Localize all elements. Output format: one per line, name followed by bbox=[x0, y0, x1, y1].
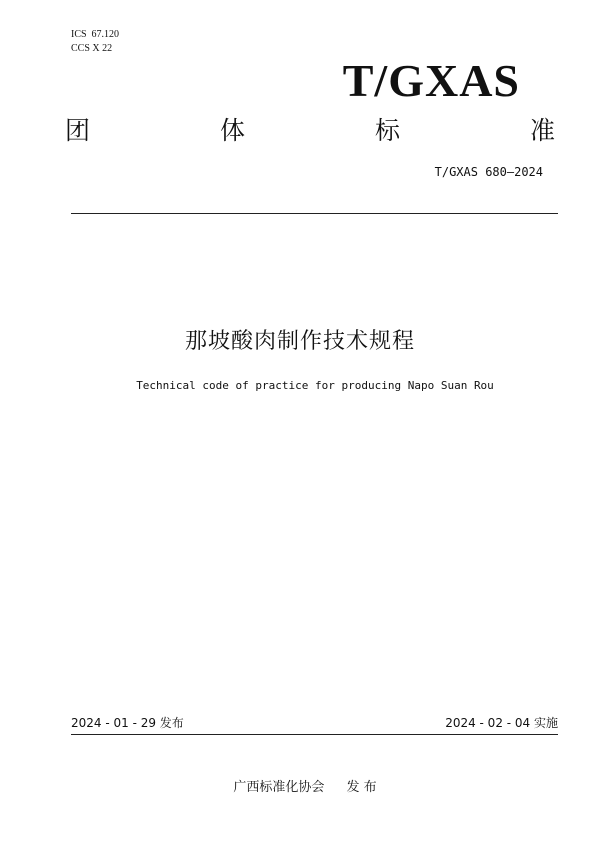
standard-logo: T/GXAS bbox=[342, 55, 520, 106]
ccs-code: CCS X 22 bbox=[71, 43, 113, 54]
issue-date: 2024 - 01 - 29 发布 bbox=[71, 716, 184, 730]
document-title-english: Technical code of practice for producing Napo Suan Rou bbox=[136, 379, 494, 392]
classification-codes bbox=[71, 28, 119, 56]
implementation-date: 2024 - 02 - 04 实施 bbox=[445, 716, 558, 730]
ics-code: ICS 67.120 bbox=[71, 29, 120, 40]
standard-type-char: 准 bbox=[529, 116, 555, 145]
publish-label: 发 布 bbox=[346, 780, 377, 795]
standard-type-heading bbox=[65, 114, 555, 148]
standard-number: T/GXAS 680—2024 bbox=[434, 165, 543, 179]
standard-type-char: 标 bbox=[374, 116, 400, 145]
standard-type-char: 团 bbox=[65, 116, 91, 145]
publisher-line bbox=[0, 776, 600, 795]
document-title-chinese: 那坡酸肉制作技术规程 bbox=[184, 329, 415, 354]
standard-type-char: 体 bbox=[219, 116, 245, 145]
top-divider bbox=[71, 213, 558, 214]
bottom-divider bbox=[71, 734, 558, 735]
publisher-name: 广西标准化协会 bbox=[233, 780, 325, 795]
